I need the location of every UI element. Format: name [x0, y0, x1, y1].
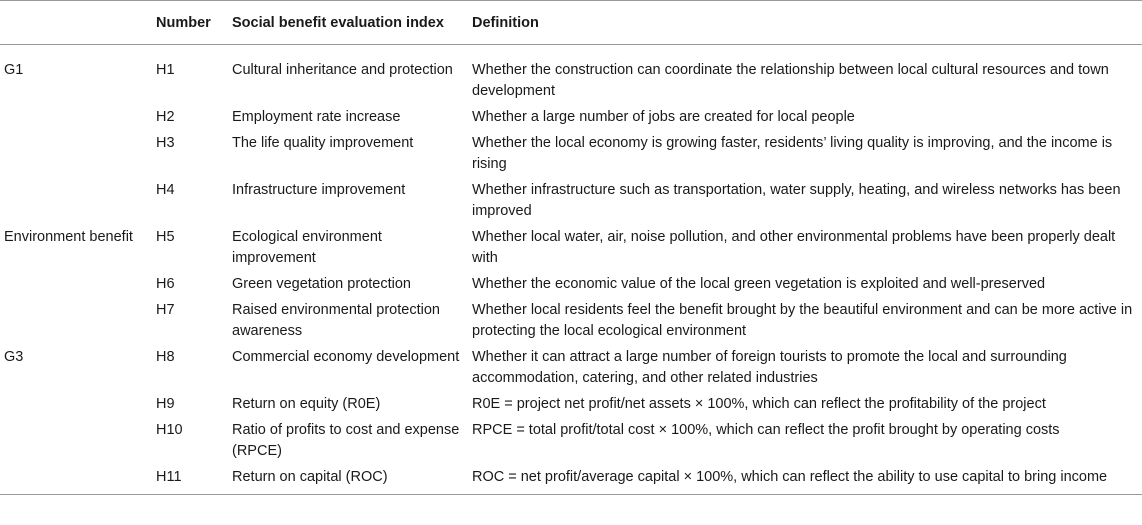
header-row	[0, 1, 1142, 45]
table-row	[0, 467, 1142, 495]
cell-index: Infrastructure improvement	[232, 182, 406, 198]
cell-index: Return on equity (R0E)	[232, 396, 381, 412]
cell-index: The life quality improvement	[232, 135, 414, 151]
cell-group: G3	[4, 349, 24, 365]
cell-group	[0, 274, 152, 300]
cell-definition: Whether the economic value of the local green vegetation is exploited and well-preserved	[472, 276, 1046, 292]
cell-number: H7	[156, 302, 175, 318]
cell-number: H9	[156, 396, 175, 412]
cell-definition: Whether local water, air, noise pollution, and other environmental problems have been properly dealt with	[472, 229, 1116, 266]
table-header	[0, 1, 1142, 45]
cell-number: H4	[156, 182, 175, 198]
cell-index: Employment rate increase	[232, 109, 401, 125]
cell-index: Return on capital (ROC)	[228, 467, 468, 495]
cell-number: H1	[156, 62, 175, 78]
table-row	[0, 133, 1142, 180]
table-row	[0, 45, 1142, 108]
table-row	[0, 107, 1142, 133]
cell-group	[0, 467, 152, 495]
cell-number: H11	[152, 467, 228, 495]
table-row	[0, 394, 1142, 420]
cell-definition: Whether infrastructure such as transportation, water supply, heating, and wireless networks has been improved	[472, 182, 1121, 219]
cell-definition: ROC = net profit/average capital × 100%, which can reflect the ability to use capital to bring income	[468, 467, 1142, 495]
header-group	[0, 1, 152, 45]
cell-index: Raised environmental protection awareness	[232, 302, 440, 339]
cell-definition: Whether a large number of jobs are created for local people	[472, 109, 855, 125]
table-row	[0, 300, 1142, 347]
table-row	[0, 347, 1142, 394]
cell-group	[0, 420, 152, 467]
cell-group: Environment benefit	[4, 229, 133, 245]
cell-definition: Whether the local economy is growing faster, residents’ living quality is improving, and the income is rising	[472, 135, 1113, 172]
header-index: Social benefit evaluation index	[228, 1, 468, 45]
cell-number: H3	[156, 135, 175, 151]
table-row	[0, 227, 1142, 274]
cell-group	[0, 107, 152, 133]
table-row	[0, 420, 1142, 467]
table-body	[0, 45, 1142, 495]
cell-definition: Whether local residents feel the benefit brought by the beautiful environment and can be more active in protecting the local ecological environment	[472, 302, 1133, 339]
cell-number: H5	[156, 229, 175, 245]
cell-number: H2	[156, 109, 175, 125]
table-row	[0, 180, 1142, 227]
cell-index: Ecological environment improvement	[232, 229, 382, 266]
cell-number: H10	[156, 422, 183, 438]
header-number: Number	[152, 1, 228, 45]
cell-index: Ratio of profits to cost and expense (RPCE)	[232, 422, 460, 459]
cell-group	[0, 133, 152, 180]
cell-definition: Whether it can attract a large number of foreign tourists to promote the local and surrounding accommodation, catering, and other related industries	[472, 349, 1067, 386]
cell-group	[0, 180, 152, 227]
cell-group	[0, 394, 152, 420]
cell-number: H6	[156, 276, 175, 292]
cell-index: Cultural inheritance and protection	[232, 62, 453, 78]
cell-group: G1	[4, 62, 24, 78]
cell-definition: Whether the construction can coordinate the relationship between local cultural resources and town development	[472, 62, 1109, 99]
cell-number: H8	[156, 349, 175, 365]
cell-group	[0, 300, 152, 347]
table-row	[0, 274, 1142, 300]
cell-definition: RPCE = total profit/total cost × 100%, which can reflect the profit brought by operating costs	[472, 422, 1060, 438]
cell-definition: R0E = project net profit/net assets × 100%, which can reflect the profitability of the project	[472, 396, 1046, 412]
cell-index: Commercial economy development	[232, 349, 460, 365]
cell-index: Green vegetation protection	[232, 276, 411, 292]
header-definition: Definition	[468, 1, 1142, 45]
